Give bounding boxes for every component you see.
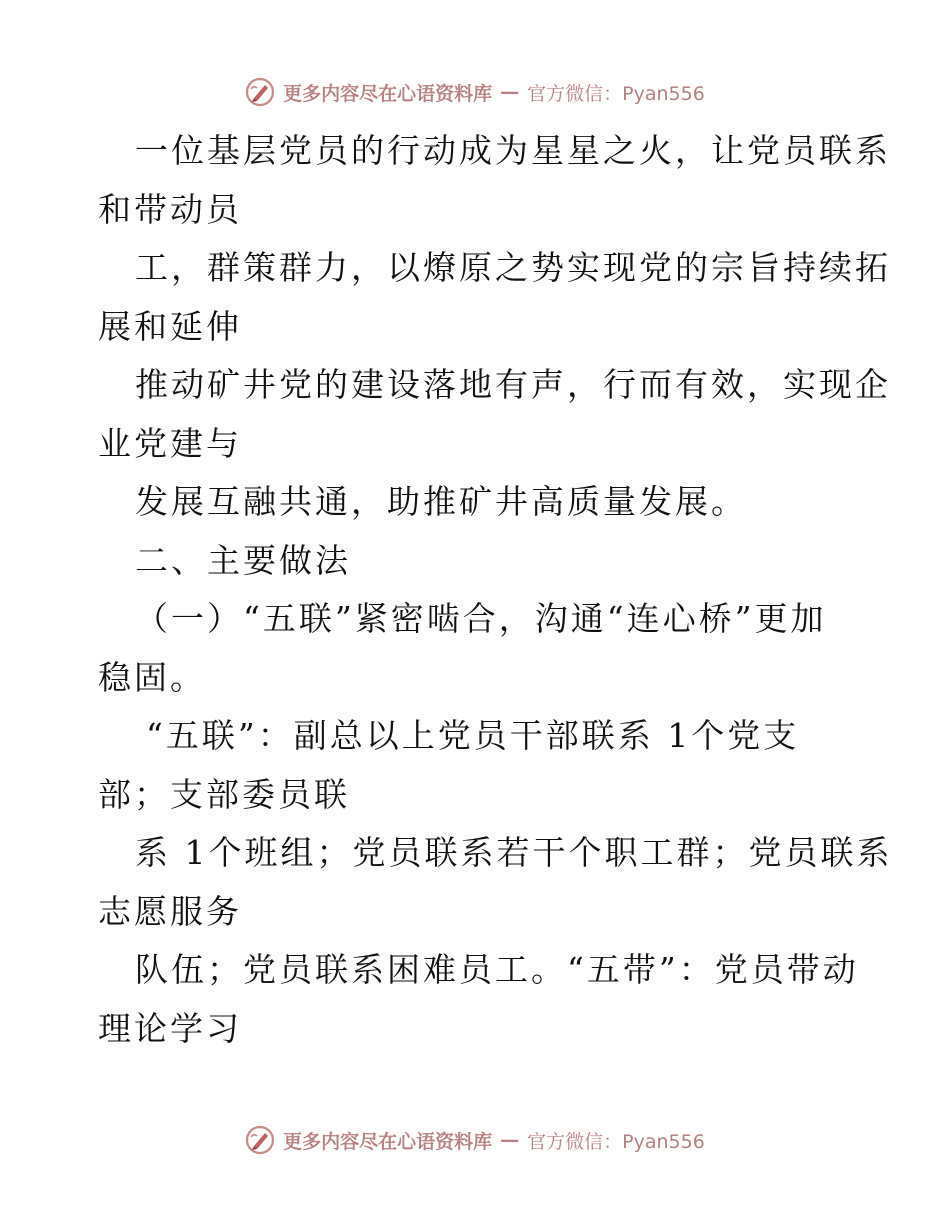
body-line: 工，群策群力，以燎原之势实现党的宗旨持续拓 <box>135 248 891 287</box>
header-watermark <box>0 72 950 112</box>
body-line: 理论学习 <box>98 1008 242 1048</box>
watermark-wechat: 官方微信：Pyan556 <box>527 82 705 105</box>
body-line: 展和延伸 <box>98 306 242 346</box>
watermark-separator: — <box>500 81 520 103</box>
pen-heart-logo-icon <box>245 1125 275 1155</box>
subsection-heading: （一）“五联”紧密啮合，沟通“连心桥”更加 <box>135 599 827 638</box>
watermark-brand: 更多内容尽在心语资料库 <box>283 1130 493 1153</box>
footer-watermark <box>0 1120 950 1160</box>
body-line: “五联”：副总以上党员干部联系 1个党支 <box>146 716 800 755</box>
body-line: 一位基层党员的行动成为星星之火，让党员联系 <box>135 131 891 170</box>
body-line: 稳固。 <box>98 657 206 697</box>
pen-heart-logo-icon <box>245 77 275 107</box>
body-line: 发展互融共通，助推矿井高质量发展。 <box>135 482 747 521</box>
body-line: 系 1个班组；党员联系若干个职工群；党员联系 <box>135 833 893 872</box>
body-line: 部；支部委员联 <box>98 774 350 814</box>
body-line: 业党建与 <box>98 423 242 463</box>
body-line: 推动矿井党的建设落地有声，行而有效，实现企 <box>135 365 891 404</box>
body-line: 和带动员 <box>98 189 242 229</box>
watermark-wechat: 官方微信：Pyan556 <box>527 1130 705 1153</box>
document-body <box>98 122 893 1058</box>
body-line: 志愿服务 <box>98 891 242 931</box>
body-line: 队伍；党员联系困难员工。“五带”：党员带动 <box>135 950 859 989</box>
watermark-separator: — <box>500 1129 520 1151</box>
watermark-brand: 更多内容尽在心语资料库 <box>283 82 493 105</box>
section-heading: 二、主要做法 <box>135 540 351 580</box>
